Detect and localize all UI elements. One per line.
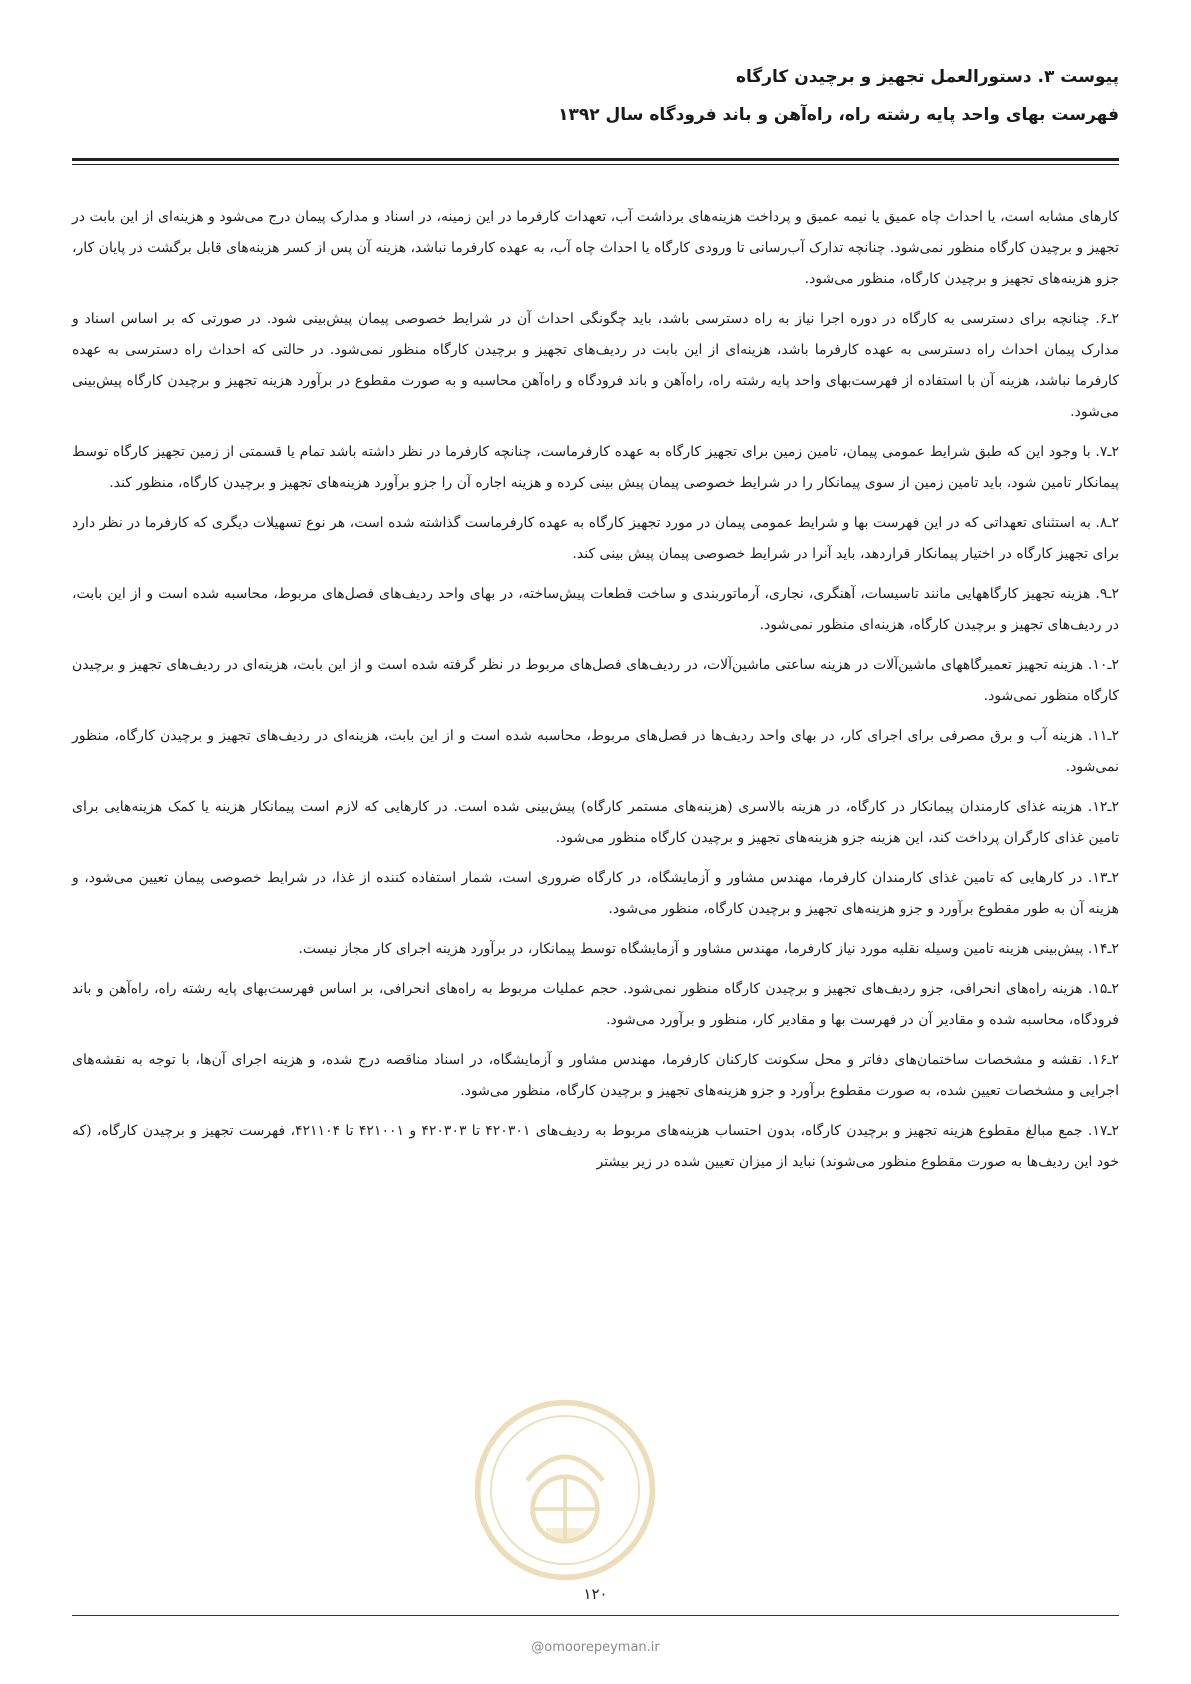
paragraph: ۲ـ۸. به استثنای تعهداتی که در این فهرست بها و شرایط عمومی پیمان در مورد تجهیز کارگاه به عهده کارفرماست گذاشته شده است، هر نوع تسهیلات دیگری که کارفرما در نظر دارد برای تجهیز کارگاه در اختیار پیمانکار قراردهد، باید آنرا در شرایط خصوصی پیمان پیش بینی کند. bbox=[72, 515, 1119, 562]
body-text bbox=[72, 202, 1119, 1187]
appendix-title: پیوست ۳. دستورالعمل تجهیز و برچیدن کارگاه bbox=[735, 67, 1119, 87]
paragraph: کارهای مشابه است، یا احداث چاه عمیق یا نیمه عمیق و پرداخت هزینه‌های برداشت آب، تعهدات کارفرما در این زمینه، در اسناد و مدارک پیمان درج می‌شود و هزینه‌ای از این بابت در تجهیز و برچیدن کارگاه منظور نمی‌شود. چنانچه تدارک آب‌رسانی تا ورودی کارگاه یا احداث چاه آب، به عهده کارفرما نباشد، هزینه آن پس از کسر هزینه‌های قابل برگشت در پایان کار، جزو هزینه‌های تجهیز و برچیدن کارگاه، منظور می‌شود. bbox=[72, 209, 1119, 287]
document-title: فهرست بهای واحد پایه رشته راه، راه‌آهن و باند فرودگاه سال ۱۳۹۲ bbox=[558, 105, 1119, 125]
seal-watermark bbox=[470, 1395, 660, 1585]
paragraph: ۲ـ۱۳. در کارهایی که تامین غذای کارمندان کارفرما، مهندس مشاور و آزمایشگاه، در کارگاه ضروری است، شمار استفاده کننده از غذا، در شرایط خصوصی پیمان تعیین می‌شود، و هزینه آن به طور مقطوع برآورد و جزو هزینه‌های تجهیز و برچیدن کارگاه، منظور می‌شود. bbox=[72, 870, 1119, 917]
paragraph: ۲ـ۱۲. هزینه غذای کارمندان پیمانکار در کارگاه، در هزینه بالاسری (هزینه‌های مستمر کارگاه) پیش‌بینی شده است. در کارهایی که لازم است پیمانکار هزینه یا کمک هزینه‌هایی برای تامین غذای کارگران پرداخت کند، این هزینه جزو هزینه‌های تجهیز و برچیدن کارگاه منظور می‌شود. bbox=[72, 799, 1119, 846]
paragraph: ۲ـ۷. با وجود این که طبق شرایط عمومی پیمان، تامین زمین برای تجهیز کارگاه به عهده کارفرماست، چنانچه کارفرما در نظر داشته باشد تمام یا قسمتی از زمین تجهیز کارگاه توسط پیمانکار تامین شود، باید تامین زمین از سوی پیمانکار را در شرایط خصوصی پیمان پیش بینی کرده و هزینه اجاره آن را جزو برآورد هزینه‌های تجهیز و برچیدن کارگاه، منظور کند. bbox=[72, 444, 1119, 491]
paragraph: ۲ـ۱۶. نقشه و مشخصات ساختمان‌های دفاتر و محل سکونت کارکنان کارفرما، مهندس مشاور و آزمایشگاه، در اسناد مناقصه درج شده، و هزینه اجرای آن‌ها، با توجه به نقشه‌های اجرایی و مشخصات تعیین شده، به صورت مقطوع برآورد و جزو هزینه‌های تجهیز و برچیدن کارگاه، منظور می‌شود. bbox=[72, 1052, 1119, 1099]
paragraph: ۲ـ۶. چنانچه برای دسترسی به کارگاه در دوره اجرا نیاز به راه دسترسی باشد، باید چگونگی احداث آن در شرایط خصوصی پیمان پیش‌بینی شود. در صورتی که بر اساس اسناد و مدارک پیمان احداث راه دسترسی به عهده کارفرما باشد، هزینه‌ای از این بابت در ردیف‌های تجهیز و برچیدن کارگاه منظور نمی‌شود. در حالتی که احداث راه دسترسی به عهده کارفرما نباشد، هزینه آن با استفاده از فهرست‌بهای واحد پایه رشته راه، راه‌آهن و باند فرودگاه و راه‌آهن محاسبه و به صورت مقطوع در برآورد هزینه تجهیز و برچیدن کارگاه پیش‌بینی می‌شود. bbox=[72, 311, 1119, 420]
paragraph: ۲ـ۱۷. جمع مبالغ مقطوع هزینه تجهیز و برچیدن کارگاه، بدون احتساب هزینه‌های مربوط به ردیف‌های ۴۲۰۳۰۱ تا ۴۲۰۳۰۳ و ۴۲۱۰۰۱ تا ۴۲۱۱۰۴، فهرست تجهیز و برچیدن کارگاه، (که خود این ردیف‌ها به صورت مقطوع منظور می‌شوند) نباید از میزان تعیین شده در زیر بیشتر bbox=[72, 1123, 1120, 1170]
paragraph: ۲ـ۱۰. هزینه تجهیز تعمیرگاههای ماشین‌آلات در هزینه ساعتی ماشین‌آلات، در ردیف‌های فصل‌های مربوط در نظر گرفته شده است و از این بابت، هزینه‌ای در ردیف‌های تجهیز و برچیدن کارگاه منظور نمی‌شود. bbox=[72, 657, 1119, 704]
website-watermark: @omoorepeyman.ir bbox=[531, 1640, 660, 1655]
paragraph: ۲ـ۱۱. هزینه آب و برق مصرفی برای اجرای کار، در بهای واحد ردیف‌ها در فصل‌های مربوط، محاسبه شده است و از این بابت، هزینه‌ای در ردیف‌های تجهیز و برچیدن کارگاه، منظور نمی‌شود. bbox=[72, 728, 1119, 775]
header-rule-thin bbox=[72, 164, 1119, 165]
paragraph: ۲ـ۹. هزینه تجهیز کارگاههایی مانند تاسیسات، آهنگری، نجاری، آرماتوربندی و ساخت قطعات پیش‌ساخته، در بهای واحد ردیف‌های فصل‌های مربوط، محاسبه شده است و از این بابت، در ردیف‌های تجهیز و برچیدن کارگاه، هزینه‌ای منظور نمی‌شود. bbox=[72, 586, 1119, 633]
paragraph: ۲ـ۱۵. هزینه راه‌های انحرافی، جزو ردیف‌های تجهیز و برچیدن کارگاه منظور نمی‌شود. حجم عملیات مربوط به راه‌های انحرافی، بر اساس فهرست‌بهای پایه رشته راه، راه‌آهن و باند فرودگاه، محاسبه شده و مقادیر آن در فهرست بها و مقادیر کار، منظور و برآورد می‌شود. bbox=[72, 981, 1119, 1028]
footer-rule bbox=[72, 1615, 1119, 1616]
paragraph: ۲ـ۱۴. پیش‌بینی هزینه تامین وسیله نقلیه مورد نیاز کارفرما، مهندس مشاور و آزمایشگاه توسط پیمانکار، در برآورد هزینه اجرای کار مجاز نیست. bbox=[298, 941, 1119, 957]
header-rule-thick bbox=[72, 158, 1119, 161]
page-number: ۱۲۰ bbox=[583, 1585, 608, 1603]
page-header bbox=[72, 58, 1119, 134]
